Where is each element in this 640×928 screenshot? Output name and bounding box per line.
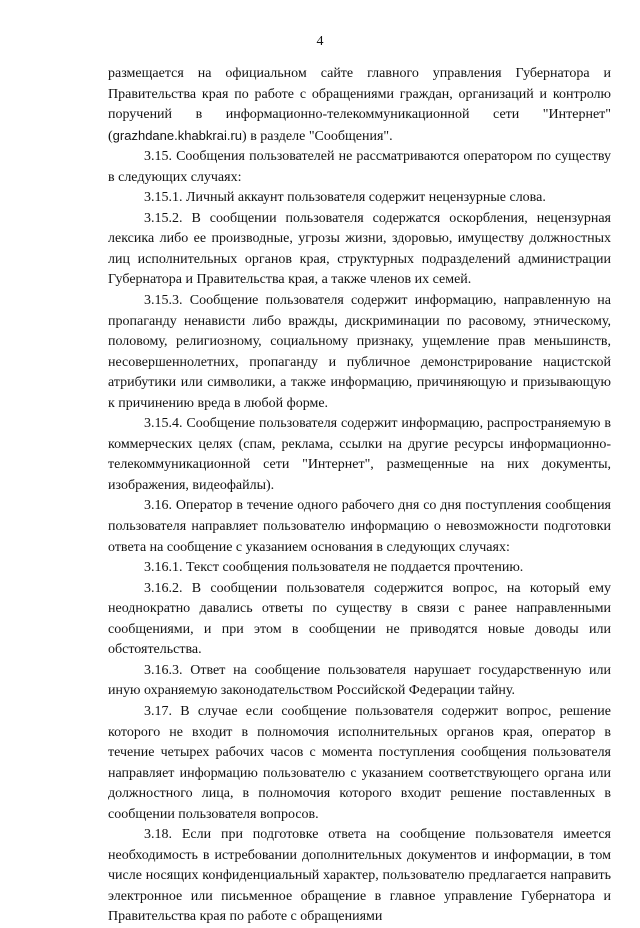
paragraph-3-15-1: 3.15.1. Личный аккаунт пользователя содержит нецензурные слова. [144,190,546,206]
paragraph-3-16-1: 3.16.1. Текст сообщения пользователя не поддается прочтению. [144,560,524,576]
paragraph-3-17: 3.17. В случае если сообщение пользователя содержит вопрос, решение которого не входит в полномочия исполнительных органов края, оператор в течение четырех рабочих часов с момента поступления сообщения пользователя направляет информацию пользователю с указанием соответствующего органа или должностного лица, в полномочия которого входит решение поставленных в сообщении пользователя вопросов. [108,703,611,822]
paragraph-text-end: ) в разделе "Сообщения". [242,128,393,144]
paragraph-3-16-3: 3.16.3. Ответ на сообщение пользователя нарушает государственную или иную охраняемую законодательством Российской Федерации тайну. [108,662,611,699]
paragraph-continuation [108,64,611,147]
paragraph-3-16: 3.16. Оператор в течение одного рабочего дня со дня поступления сообщения пользователя направляет пользователю информацию о невозможности подготовки ответа на сообщение с указанием основания в следующих случаях: [108,498,611,555]
paragraph-3-15-3: 3.15.3. Сообщение пользователя содержит информацию, направленную на пропаганду ненависти либо вражды, дискриминации по расовому, этническому, половому, религиозному, социальному признаку, ущемление прав меньшинств, несовершеннолетних, пропаганду и публичное демонстрирование нацистской атрибутики или символики, а также информацию, причиняющую и призывающую к причинению вреда в любой форме. [108,293,611,411]
paragraph-3-15-4: 3.15.4. Сообщение пользователя содержит информацию, распространяемую в коммерческих целях (спам, реклама, ссылки на другие ресурсы информационно-телекоммуникационной сети "Интернет", размещенные на них документы, изображения, видеофайлы). [108,416,611,493]
website-url: grazhdane.khabkrai.ru [112,127,243,143]
paragraph-3-15: 3.15. Сообщения пользователей не рассматриваются оператором по существу в следующих случаях: [108,149,611,185]
paragraph-text: размещается на официальном сайте главного управления Губернатора и Правительства края по работе с обращениями граждан, организаций и контролю поручений в информационно-телекоммуникационной сети "Интернет" ( [108,66,611,144]
paragraph-3-18: 3.18. Если при подготовке ответа на сообщение пользователя имеется необходимость в истребовании дополнительных документов и информации, в том числе носящих конфиденциальный характер, пользователю предлагается направить электронное или письменное обращение в главное управление Губернатора и Правительства края по работе с обращениями [108,827,611,925]
paragraph-3-15-2: 3.15.2. В сообщении пользователя содержатся оскорбления, нецензурная лексика либо ее производные, угрозы жизни, здоровью, имуществу должностных лиц исполнительных органов края, структурных подразделений администрации Губернатора и Правительства края, а также членов их семей. [108,210,611,288]
paragraph-3-16-2: 3.16.2. В сообщении пользователя содержится вопрос, на который ему неоднократно давались ответы по существу в связи с ранее направленными сообщениями, и при этом в сообщении не приводятся новые доводы или обстоятельства. [108,580,611,658]
document-body [108,64,611,928]
page-number: 4 [316,34,324,49]
